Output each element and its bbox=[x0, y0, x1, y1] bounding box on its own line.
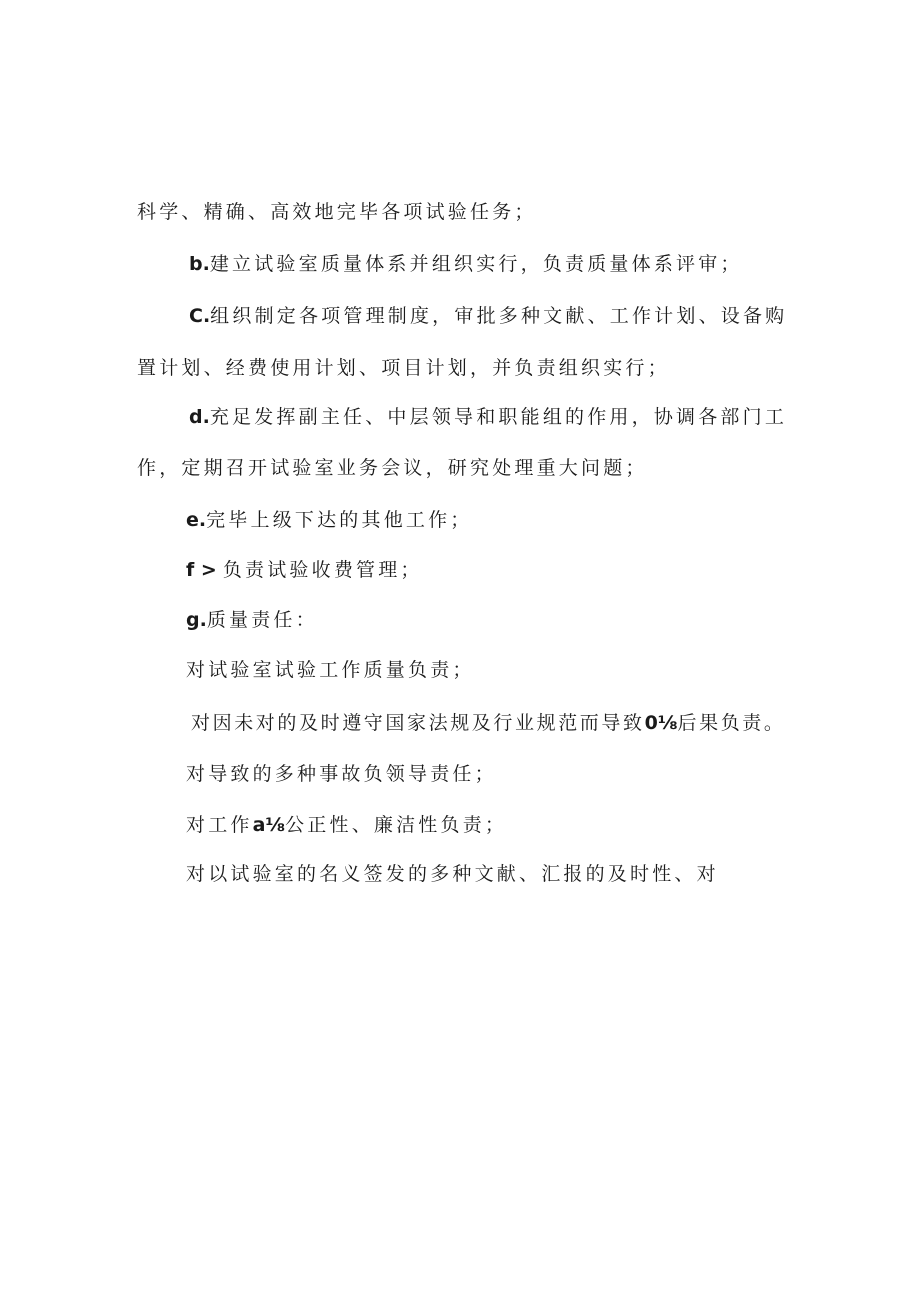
line-text: 置计划、经费使用计划、项目计划，并负责组织实行； bbox=[137, 357, 670, 379]
list-item-e bbox=[186, 507, 473, 533]
line-text: 完毕上级下达的其他工作； bbox=[206, 509, 473, 531]
list-item-g bbox=[186, 607, 318, 633]
list-item-f bbox=[186, 557, 423, 583]
list-marker: b. bbox=[189, 253, 210, 275]
text-line bbox=[191, 710, 786, 736]
list-marker: e. bbox=[186, 509, 207, 531]
text-line bbox=[186, 861, 719, 887]
list-marker: g. bbox=[186, 609, 207, 631]
text-line bbox=[137, 355, 670, 381]
line-text: 对以试验室的名义签发的多种文献、汇报的及时性、对 bbox=[186, 863, 719, 885]
line-text: 对导致的多种事故负领导责任； bbox=[186, 763, 497, 785]
line-text: 组织制定各项管理制度，审批多种文献、工作计划、设备购 bbox=[210, 305, 788, 327]
line-text: 对因未对的及时遵守国家法规及行业规范而导致 bbox=[191, 712, 645, 734]
line-text: 对试验室试验工作质量负责； bbox=[186, 659, 475, 681]
text-line bbox=[137, 455, 648, 481]
line-text-after: 公正性、廉洁性负责； bbox=[285, 814, 508, 836]
line-text: 作，定期召开试验室业务会议，研究处理重大问题； bbox=[137, 457, 648, 479]
text-line bbox=[186, 761, 497, 787]
garbled-glyph: 0⅛ bbox=[644, 712, 678, 734]
garbled-glyph: a⅛ bbox=[252, 814, 286, 836]
text-line bbox=[186, 657, 475, 683]
line-text: 质量责任： bbox=[206, 609, 318, 631]
list-marker: d. bbox=[189, 406, 210, 428]
line-text: 负责试验收费管理； bbox=[222, 559, 423, 581]
line-text-after: 后果负责。 bbox=[677, 712, 786, 734]
line-text: 建立试验室质量体系并组织实行，负责质量体系评审； bbox=[209, 253, 743, 275]
list-item-c bbox=[189, 303, 787, 329]
list-item-b bbox=[189, 251, 743, 277]
list-marker: C. bbox=[189, 305, 211, 327]
text-line bbox=[137, 199, 537, 225]
list-marker: f > bbox=[186, 559, 217, 581]
line-text: 科学、精确、高效地完毕各项试验任务； bbox=[137, 201, 537, 223]
line-text: 对工作 bbox=[186, 814, 253, 836]
line-text: 充足发挥副主任、中层领导和职能组的作用，协调各部门工 bbox=[209, 406, 788, 428]
list-item-d bbox=[189, 404, 787, 430]
text-line bbox=[186, 812, 507, 838]
